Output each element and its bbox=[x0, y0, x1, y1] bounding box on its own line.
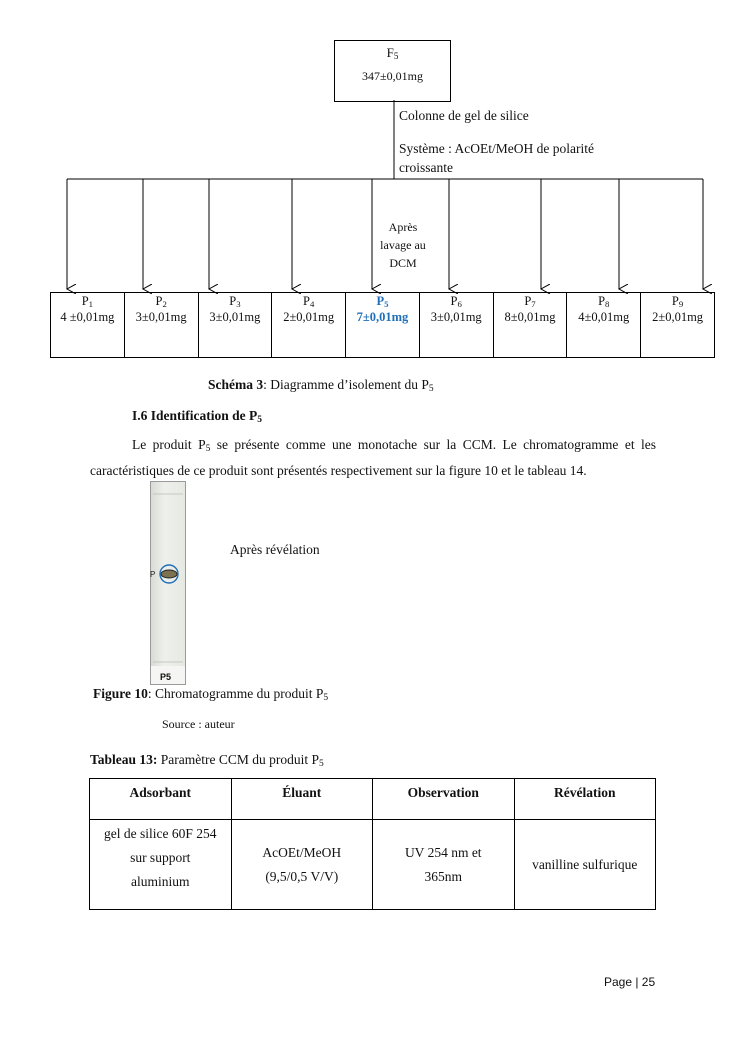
fraction-cell bbox=[419, 293, 493, 358]
fraction-cell bbox=[198, 293, 272, 358]
header-adsorbant: Adsorbant bbox=[90, 779, 232, 820]
paragraph-part-2: se présente comme une monotache sur la CCM. Le chromatogramme et les caractéristiques de ce produit sont présentés respectivement sur la figure 10 et le tableau 14. bbox=[90, 437, 656, 478]
fraction-label-sub: 1 bbox=[88, 299, 94, 309]
wash-note: Après lavage au DCM bbox=[380, 220, 426, 270]
fraction-label bbox=[567, 293, 640, 309]
observation-line: 365nm bbox=[424, 868, 462, 884]
schema-caption-text: : Diagramme d’isolement du P bbox=[263, 377, 429, 392]
fraction-cell bbox=[346, 293, 420, 358]
fraction-label-text: P bbox=[598, 294, 606, 308]
fraction-cell bbox=[272, 293, 346, 358]
fraction-label-sub: 9 bbox=[678, 299, 684, 309]
fraction-label-text: P bbox=[671, 294, 679, 308]
schema-caption-bold: Schéma 3 bbox=[208, 377, 264, 392]
fraction-label-sub: 7 bbox=[531, 299, 536, 309]
figure-caption-text: : Chromatogramme du produit P bbox=[147, 686, 324, 701]
fraction-mass: 4±0,01mg bbox=[578, 310, 630, 324]
adsorbant-line: aluminium bbox=[131, 874, 190, 889]
source-fraction-sub: 5 bbox=[393, 51, 399, 61]
cell-revelation: vanilline sulfurique bbox=[514, 820, 656, 910]
cell-eluant bbox=[231, 820, 373, 910]
fraction-label-sub: 2 bbox=[162, 299, 167, 309]
fraction-label-sub: 6 bbox=[457, 299, 462, 309]
figure-source: Source : auteur bbox=[162, 717, 235, 731]
paragraph-part-1: Le produit P bbox=[132, 437, 206, 452]
body-paragraph bbox=[90, 432, 656, 484]
fraction-label bbox=[51, 293, 124, 309]
header-revelation: Révélation bbox=[514, 779, 656, 820]
fraction-label-text: P bbox=[524, 294, 532, 308]
fraction-label bbox=[199, 293, 272, 309]
adsorbant-line: gel de silice 60F 254 bbox=[104, 826, 217, 841]
fraction-label-sub: 8 bbox=[605, 299, 610, 309]
cell-adsorbant bbox=[90, 820, 232, 910]
header-observation: Observation bbox=[373, 779, 515, 820]
fraction-label bbox=[272, 293, 345, 309]
fraction-cell bbox=[51, 293, 125, 358]
table-caption bbox=[90, 752, 324, 768]
table-row bbox=[90, 820, 656, 910]
fraction-mass: 2±0,01mg bbox=[652, 310, 704, 324]
fraction-label-sub: 4 bbox=[309, 299, 315, 309]
schema-caption bbox=[208, 377, 434, 393]
fraction-label bbox=[494, 293, 567, 309]
fraction-label bbox=[420, 293, 493, 309]
fraction-label bbox=[125, 293, 198, 309]
method-line-2: Système : AcOEt/MeOH de polarité croissante bbox=[399, 141, 594, 175]
fraction-mass: 2±0,01mg bbox=[283, 310, 335, 324]
table-caption-sub: 5 bbox=[319, 759, 324, 769]
fraction-cell bbox=[567, 293, 641, 358]
fraction-label-text: P bbox=[81, 294, 89, 308]
fraction-mass: 4 ±0,01mg bbox=[60, 310, 115, 324]
tlc-plate-drawing bbox=[151, 482, 185, 684]
fraction-label-text: P bbox=[303, 294, 310, 308]
table-caption-bold: Tableau 13: bbox=[90, 752, 158, 767]
ccm-parameters-table bbox=[89, 778, 656, 910]
fractions-row bbox=[51, 293, 715, 358]
adsorbant-line: sur support bbox=[130, 850, 191, 865]
header-eluant: Éluant bbox=[231, 779, 373, 820]
fraction-cell bbox=[641, 293, 715, 358]
table-header-row bbox=[90, 779, 656, 820]
tlc-plate-image bbox=[150, 481, 186, 685]
cell-observation bbox=[373, 820, 515, 910]
fraction-label-text: P bbox=[376, 294, 385, 308]
figure-caption-bold: Figure 10 bbox=[93, 686, 148, 701]
schema-caption-sub: 5 bbox=[428, 384, 434, 394]
tlc-plate-label: P5 bbox=[160, 672, 172, 682]
fraction-label-text: P bbox=[155, 294, 163, 308]
fraction-label-sub: 3 bbox=[236, 299, 241, 309]
source-fraction-mass: 347±0,01mg bbox=[362, 69, 423, 83]
section-title-sub: 5 bbox=[257, 415, 262, 425]
table-caption-text: Paramètre CCM du produit P bbox=[157, 752, 320, 767]
eluant-line: (9,5/0,5 V/V) bbox=[265, 868, 339, 884]
fraction-cell bbox=[493, 293, 567, 358]
fractions-table bbox=[50, 292, 715, 358]
revelation-note: Après révélation bbox=[230, 542, 320, 557]
observation-line: UV 254 nm et bbox=[404, 844, 482, 860]
fraction-mass: 3±0,01mg bbox=[430, 310, 482, 324]
paragraph-sub: 5 bbox=[205, 444, 211, 454]
section-title bbox=[132, 408, 262, 424]
fraction-mass: 3±0,01mg bbox=[135, 310, 187, 324]
eluant-line: AcOEt/MeOH bbox=[262, 844, 342, 860]
figure-caption bbox=[93, 686, 328, 702]
fraction-label-text: P bbox=[450, 294, 458, 308]
fraction-label-sub: 5 bbox=[384, 299, 389, 309]
figure-caption-sub: 5 bbox=[323, 693, 329, 703]
tlc-spot-label: P bbox=[150, 570, 156, 579]
section-title-text: I.6 Identification de P bbox=[132, 408, 258, 423]
fraction-label bbox=[346, 293, 419, 309]
page-number: Page | 25 bbox=[604, 975, 656, 989]
fraction-cell bbox=[124, 293, 198, 358]
source-fraction-label: F bbox=[386, 45, 394, 60]
tlc-spot bbox=[161, 570, 177, 578]
fraction-mass: 3±0,01mg bbox=[209, 310, 261, 324]
fraction-mass: 8±0,01mg bbox=[504, 310, 556, 324]
fraction-label bbox=[641, 293, 714, 309]
fraction-label-text: P bbox=[229, 294, 237, 308]
fraction-mass: 7±0,01mg bbox=[356, 310, 409, 324]
method-line-1: Colonne de gel de silice bbox=[399, 108, 529, 123]
